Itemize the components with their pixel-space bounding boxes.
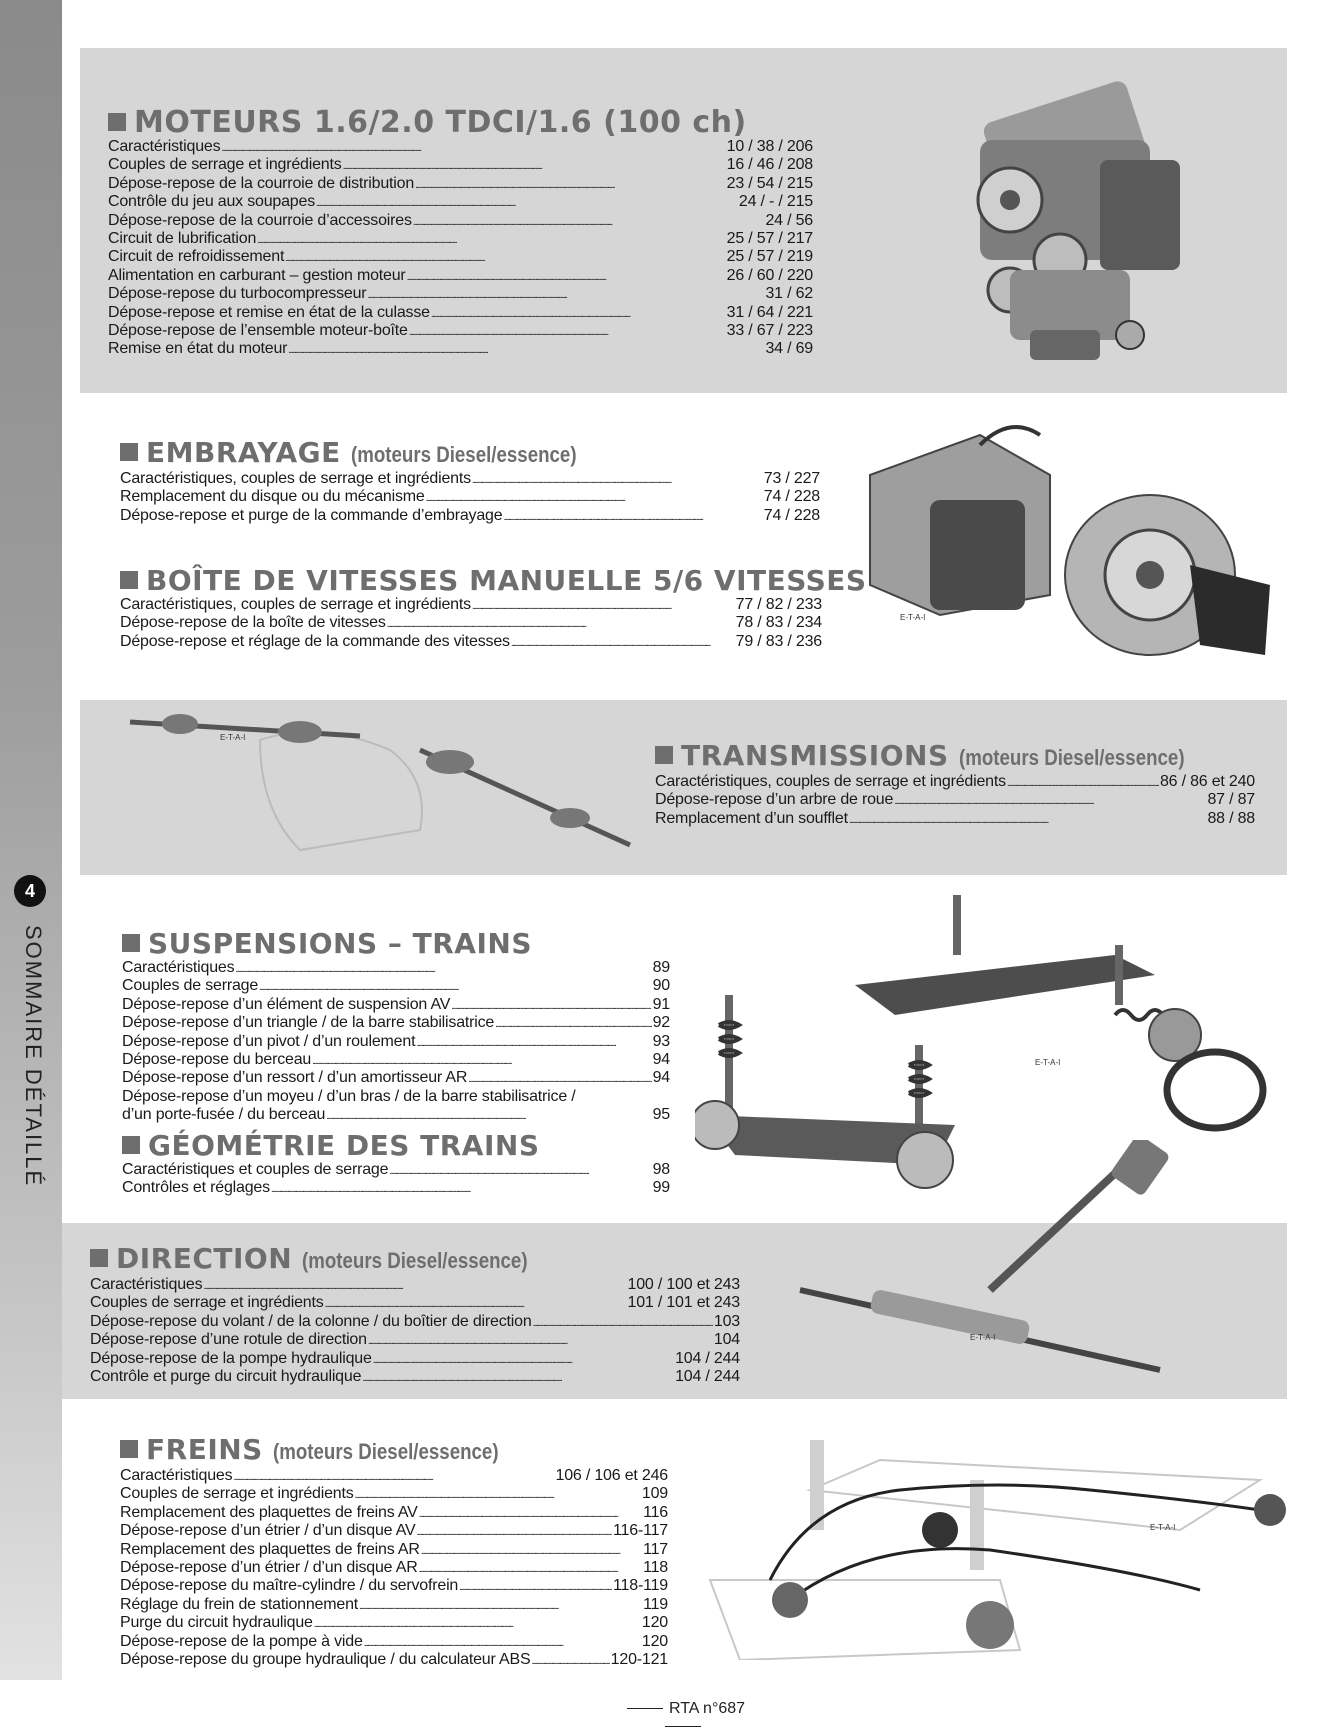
steering-illustration bbox=[790, 1140, 1190, 1390]
toc-entry-page: 31 / 62 bbox=[765, 285, 813, 303]
dot-leader bbox=[531, 1651, 609, 1671]
toc-entry-page: 94 bbox=[652, 1050, 670, 1068]
toc-entry bbox=[122, 1088, 670, 1106]
toc-entry-page: 77 / 82 / 233 bbox=[735, 596, 822, 613]
toc-entry-page: 120 bbox=[641, 1614, 668, 1632]
toc-entry bbox=[120, 633, 822, 651]
dot-leader bbox=[468, 1069, 651, 1089]
toc-list bbox=[122, 1161, 670, 1198]
toc-entry bbox=[120, 1633, 668, 1651]
square-bullet-icon bbox=[120, 443, 138, 461]
toc-entry-label: Caractéristiques bbox=[122, 959, 235, 976]
toc-entry-label: Dépose-repose d’un moyeu / d’un bras / de la barre stabilisatrice / bbox=[122, 1087, 576, 1105]
toc-list bbox=[120, 596, 822, 651]
toc-entry-page: 34 / 69 bbox=[765, 340, 813, 358]
toc-entry-page: 106 / 106 et 246 bbox=[555, 1467, 668, 1484]
toc-entry-label: Circuit de refroidissement bbox=[108, 248, 285, 266]
toc-entry-label: Dépose-repose et remise en état de la culasse bbox=[108, 303, 430, 321]
toc-entry-label: Couples de serrage et ingrédients bbox=[90, 1294, 324, 1312]
toc-entry-page: 104 / 244 bbox=[675, 1367, 740, 1385]
toc-entry-page: 92 bbox=[652, 1014, 670, 1032]
toc-entry bbox=[120, 1596, 668, 1614]
dot-leader bbox=[1007, 773, 1159, 793]
toc-list bbox=[122, 959, 670, 1125]
toc-entry-label: Dépose-repose d’un triangle / de la barre stabilisatrice bbox=[122, 1014, 495, 1032]
watermark-text: E-T-A-I bbox=[1150, 1523, 1176, 1532]
section-title bbox=[90, 1244, 740, 1276]
dot-leader bbox=[415, 175, 726, 195]
toc-entry-page: 118 bbox=[643, 1558, 668, 1576]
dot-leader bbox=[233, 1467, 554, 1487]
toc-entry-page: 99 bbox=[652, 1179, 670, 1197]
toc-entry-label: Remplacement d’un soufflet bbox=[655, 809, 848, 827]
toc-entry-label: Remise en état du moteur bbox=[108, 340, 288, 358]
dot-leader bbox=[451, 996, 651, 1016]
section-title-text: FREINS bbox=[146, 1433, 263, 1466]
toc-entry bbox=[120, 596, 822, 614]
dot-leader bbox=[387, 614, 735, 634]
toc-entry-page: 88 / 88 bbox=[1207, 809, 1255, 827]
toc-entry bbox=[655, 791, 1255, 809]
section-suspensions bbox=[122, 929, 670, 1125]
toc-entry-page: 120 bbox=[641, 1632, 668, 1650]
dot-leader bbox=[259, 977, 652, 997]
dot-leader bbox=[472, 596, 735, 616]
side-strip bbox=[0, 0, 62, 1680]
dot-leader bbox=[426, 488, 763, 508]
toc-entry-page: 119 bbox=[643, 1595, 668, 1613]
toc-entry bbox=[655, 810, 1255, 828]
toc-entry-page: 93 bbox=[652, 1032, 670, 1050]
toc-entry-page: 90 bbox=[652, 977, 670, 995]
section-title-text: MOTEURS 1.6/2.0 TDCI/1.6 (100 ch) bbox=[134, 105, 747, 140]
toc-list bbox=[655, 773, 1255, 828]
toc-entry-label: Caractéristiques, couples de serrage et ingrédients bbox=[655, 773, 1006, 790]
dot-leader bbox=[533, 1313, 713, 1333]
toc-entry-label: Dépose-repose de la pompe à vide bbox=[120, 1632, 363, 1650]
toc-entry bbox=[108, 304, 813, 322]
dot-leader bbox=[511, 633, 735, 653]
toc-entry bbox=[108, 285, 813, 303]
toc-entry-label: Caractéristiques bbox=[108, 138, 221, 155]
toc-entry bbox=[90, 1294, 740, 1312]
toc-entry-page: 74 / 228 bbox=[763, 506, 820, 524]
toc-entry-page: 10 / 38 / 206 bbox=[726, 138, 813, 155]
dot-leader bbox=[359, 1596, 642, 1616]
toc-entry bbox=[120, 1522, 668, 1540]
toc-entry-label: Dépose-repose de l’ensemble moteur-boîte bbox=[108, 321, 408, 339]
toc-entry-label: Dépose-repose et réglage de la commande des vitesses bbox=[120, 632, 510, 650]
toc-entry bbox=[122, 959, 670, 977]
section-boite bbox=[120, 564, 867, 651]
toc-entry-label: Couples de serrage bbox=[122, 977, 259, 995]
gearbox-illustration bbox=[860, 415, 1280, 670]
toc-entry-label: Dépose-repose de la boîte de vitesses bbox=[120, 614, 386, 632]
toc-entry bbox=[122, 1033, 670, 1051]
section-title bbox=[122, 1131, 670, 1161]
toc-entry-label: Caractéristiques et couples de serrage bbox=[122, 1161, 389, 1178]
toc-entry bbox=[108, 175, 813, 193]
toc-entry-page: 73 / 227 bbox=[763, 470, 820, 487]
toc-entry bbox=[120, 1614, 668, 1632]
toc-entry-label: Circuit de lubrification bbox=[108, 229, 257, 247]
toc-entry-label: Remplacement des plaquettes de freins AV bbox=[120, 1503, 418, 1521]
dot-leader bbox=[203, 1276, 626, 1296]
dot-leader bbox=[325, 1294, 627, 1314]
toc-entry-label: Dépose-repose de la pompe hydraulique bbox=[90, 1349, 372, 1367]
driveshaft-illustration bbox=[120, 700, 640, 870]
dot-leader bbox=[503, 507, 762, 527]
toc-entry-page: 100 / 100 et 243 bbox=[627, 1276, 740, 1293]
toc-entry bbox=[120, 1504, 668, 1522]
toc-entry-page: 26 / 60 / 220 bbox=[726, 266, 813, 284]
toc-entry-page: 78 / 83 / 234 bbox=[735, 614, 822, 632]
section-title-text: DIRECTION bbox=[116, 1242, 293, 1275]
section-freins bbox=[120, 1435, 668, 1669]
toc-entry bbox=[120, 507, 820, 525]
section-title bbox=[120, 1435, 668, 1467]
square-bullet-icon bbox=[120, 571, 138, 589]
dot-leader bbox=[373, 1350, 674, 1370]
square-bullet-icon bbox=[122, 1136, 140, 1154]
square-bullet-icon bbox=[122, 934, 140, 952]
toc-entry bbox=[120, 1559, 668, 1577]
toc-entry-page: 95 bbox=[652, 1106, 670, 1124]
toc-entry bbox=[120, 1651, 668, 1669]
toc-entry-page: 79 / 83 / 236 bbox=[735, 632, 822, 650]
toc-entry-label: Contrôle du jeu aux soupapes bbox=[108, 193, 315, 211]
section-transmissions bbox=[655, 741, 1255, 828]
dot-leader bbox=[221, 138, 725, 158]
toc-entry bbox=[108, 193, 813, 211]
toc-entry-page: 104 / 244 bbox=[675, 1349, 740, 1367]
dot-leader bbox=[367, 285, 764, 305]
toc-entry-label: Dépose-repose d’un étrier / d’un disque AV bbox=[120, 1522, 416, 1540]
toc-entry bbox=[120, 488, 820, 506]
toc-entry bbox=[122, 1106, 670, 1124]
toc-entry-label: Couples de serrage et ingrédients bbox=[108, 156, 342, 174]
toc-entry-page: 33 / 67 / 223 bbox=[726, 321, 813, 339]
toc-entry bbox=[90, 1276, 740, 1294]
toc-entry bbox=[108, 340, 813, 358]
toc-entry-label: Purge du circuit hydraulique bbox=[120, 1614, 313, 1632]
toc-list bbox=[90, 1276, 740, 1386]
toc-entry bbox=[122, 1014, 670, 1032]
dot-leader bbox=[355, 1485, 641, 1505]
section-title-text: TRANSMISSIONS bbox=[681, 739, 949, 772]
side-title: SOMMAIRE DÉTAILLÉ bbox=[21, 925, 46, 1188]
dot-leader bbox=[409, 322, 726, 342]
toc-entry-page: 109 bbox=[641, 1485, 668, 1503]
dot-leader bbox=[364, 1633, 641, 1653]
toc-entry-label: Caractéristiques, couples de serrage et ingrédients bbox=[120, 470, 471, 487]
dot-leader bbox=[421, 1541, 642, 1561]
section-title bbox=[120, 564, 867, 597]
toc-entry-page: 87 / 87 bbox=[1207, 791, 1255, 809]
toc-entry-label: Dépose-repose du maître-cylindre / du servofrein bbox=[120, 1577, 459, 1595]
section-geometrie bbox=[122, 1131, 670, 1198]
dot-leader bbox=[343, 156, 726, 176]
toc-entry-page: 16 / 46 / 208 bbox=[726, 156, 813, 174]
dot-leader bbox=[271, 1179, 652, 1199]
section-title bbox=[120, 438, 820, 470]
dot-leader bbox=[849, 810, 1207, 830]
toc-entry-page: 104 bbox=[713, 1331, 740, 1349]
toc-entry bbox=[108, 156, 813, 174]
toc-entry-page: 31 / 64 / 221 bbox=[726, 303, 813, 321]
toc-entry-label: Réglage du frein de stationnement bbox=[120, 1595, 359, 1613]
toc-entry-page: 89 bbox=[652, 959, 670, 976]
toc-entry bbox=[120, 470, 820, 488]
toc-list bbox=[108, 138, 813, 359]
footer-text: RTA n°687 bbox=[668, 1700, 746, 1717]
dot-leader bbox=[472, 470, 763, 490]
toc-entry bbox=[90, 1350, 740, 1368]
brake-circuit-illustration bbox=[700, 1440, 1290, 1660]
engine-illustration bbox=[950, 80, 1200, 370]
toc-list bbox=[120, 470, 820, 525]
dot-leader bbox=[419, 1559, 643, 1579]
toc-entry-label: Dépose-repose du volant / de la colonne / du boîtier de direction bbox=[90, 1312, 532, 1330]
toc-entry-page: 24 / 56 bbox=[765, 211, 813, 229]
toc-entry-label: Remplacement des plaquettes de freins AR bbox=[120, 1540, 420, 1558]
toc-entry-page: 116 bbox=[643, 1503, 668, 1521]
dot-leader bbox=[389, 1161, 651, 1181]
dot-leader bbox=[413, 212, 765, 232]
toc-entry-page: 25 / 57 / 219 bbox=[726, 248, 813, 266]
toc-entry bbox=[90, 1368, 740, 1386]
toc-entry bbox=[108, 212, 813, 230]
square-bullet-icon bbox=[120, 1440, 138, 1458]
toc-entry-page: 74 / 228 bbox=[763, 488, 820, 506]
dot-leader bbox=[314, 1614, 641, 1634]
section-embrayage bbox=[120, 438, 820, 525]
toc-entry-page: 24 / - / 215 bbox=[738, 193, 813, 211]
toc-entry-label: Couples de serrage et ingrédients bbox=[120, 1485, 354, 1503]
toc-entry bbox=[120, 1577, 668, 1595]
toc-entry-label: Caractéristiques bbox=[90, 1276, 203, 1293]
toc-entry bbox=[122, 977, 670, 995]
toc-entry bbox=[108, 248, 813, 266]
section-title-text: SUSPENSIONS – TRAINS bbox=[148, 927, 532, 960]
dot-leader bbox=[459, 1577, 612, 1597]
toc-entry-label: Caractéristiques bbox=[120, 1467, 233, 1484]
dot-leader bbox=[419, 1504, 642, 1524]
toc-entry bbox=[120, 1467, 668, 1485]
toc-entry-label: Remplacement du disque ou du mécanisme bbox=[120, 488, 425, 506]
section-title-text: EMBRAYAGE bbox=[146, 436, 341, 469]
section-subtitle: (moteurs Diesel/essence) bbox=[351, 442, 577, 467]
watermark-text: E-T-A-I bbox=[970, 1333, 996, 1342]
dot-leader bbox=[368, 1331, 713, 1351]
dot-leader bbox=[416, 1033, 651, 1053]
section-moteurs bbox=[108, 105, 813, 359]
section-direction bbox=[90, 1244, 740, 1386]
toc-entry-page: 118-119 bbox=[613, 1577, 668, 1595]
toc-entry-page: 116-117 bbox=[613, 1522, 668, 1540]
toc-entry bbox=[108, 138, 813, 156]
toc-entry bbox=[108, 230, 813, 248]
toc-entry bbox=[122, 1161, 670, 1179]
dot-leader bbox=[407, 267, 726, 287]
square-bullet-icon bbox=[655, 746, 673, 764]
dot-leader bbox=[362, 1368, 674, 1388]
toc-entry bbox=[90, 1313, 740, 1331]
toc-entry-page: 98 bbox=[652, 1161, 670, 1178]
section-subtitle: (moteurs Diesel/essence) bbox=[958, 745, 1185, 770]
toc-entry bbox=[120, 1485, 668, 1503]
toc-entry-label: Dépose-repose du turbocompresseur bbox=[108, 285, 367, 303]
toc-entry-label: Dépose-repose d’un étrier / d’un disque AR bbox=[120, 1558, 418, 1576]
section-subtitle: (moteurs Diesel/essence) bbox=[273, 1439, 499, 1464]
toc-entry bbox=[90, 1331, 740, 1349]
square-bullet-icon bbox=[108, 113, 126, 131]
toc-entry-label: Dépose-repose d’un élément de suspension AV bbox=[122, 995, 451, 1013]
toc-entry-label: Dépose-repose de la courroie de distribution bbox=[108, 174, 415, 192]
toc-entry-page: 117 bbox=[643, 1540, 668, 1558]
dot-leader bbox=[312, 1051, 651, 1071]
dot-leader bbox=[894, 791, 1206, 811]
toc-entry bbox=[655, 773, 1255, 791]
toc-entry bbox=[120, 614, 822, 632]
dot-leader bbox=[257, 230, 725, 250]
toc-entry bbox=[120, 1541, 668, 1559]
toc-entry-page: 86 / 86 et 240 bbox=[1159, 773, 1255, 790]
section-title-text: GÉOMÉTRIE DES TRAINS bbox=[148, 1129, 540, 1162]
toc-entry bbox=[108, 322, 813, 340]
watermark-text: E-T-A-I bbox=[900, 613, 926, 622]
toc-entry-label: Caractéristiques, couples de serrage et ingrédients bbox=[120, 596, 471, 613]
toc-entry-label: Alimentation en carburant – gestion moteur bbox=[108, 266, 406, 284]
toc-entry-label: Dépose-repose d’un ressort / d’un amortisseur AR bbox=[122, 1069, 468, 1087]
toc-entry-label: d’un porte-fusée / du berceau bbox=[122, 1106, 326, 1124]
toc-entry-label: Dépose-repose d’un pivot / d’un roulement bbox=[122, 1032, 416, 1050]
toc-entry-label: Dépose-repose d’un arbre de roue bbox=[655, 791, 894, 809]
watermark-text: E-T-A-I bbox=[220, 733, 246, 742]
toc-entry-page: 103 bbox=[713, 1312, 740, 1330]
dot-leader bbox=[417, 1522, 613, 1542]
toc-entry bbox=[108, 267, 813, 285]
dot-leader bbox=[326, 1106, 651, 1126]
toc-entry bbox=[122, 996, 670, 1014]
toc-entry-label: Contrôles et réglages bbox=[122, 1179, 270, 1197]
toc-entry-label: Dépose-repose du berceau bbox=[122, 1050, 312, 1068]
footer-reference bbox=[598, 1700, 768, 1736]
dot-leader bbox=[288, 340, 764, 360]
toc-entry-page: 23 / 54 / 215 bbox=[726, 174, 813, 192]
watermark-text: E-T-A-I bbox=[1035, 1058, 1061, 1067]
section-title-text: BOÎTE DE VITESSES MANUELLE 5/6 VITESSES bbox=[146, 564, 867, 597]
square-bullet-icon bbox=[90, 1249, 108, 1267]
toc-entry-page: 94 bbox=[652, 1069, 670, 1087]
toc-entry-label: Dépose-repose d’une rotule de direction bbox=[90, 1331, 367, 1349]
toc-entry bbox=[122, 1051, 670, 1069]
dot-leader bbox=[316, 193, 738, 213]
dot-leader bbox=[495, 1014, 651, 1034]
toc-entry-page: 91 bbox=[652, 995, 670, 1013]
section-title bbox=[122, 929, 670, 959]
section-subtitle: (moteurs Diesel/essence) bbox=[302, 1248, 528, 1273]
page-number-badge: 4 bbox=[14, 875, 46, 907]
toc-entry bbox=[122, 1069, 670, 1087]
toc-list bbox=[120, 1467, 668, 1669]
toc-entry bbox=[122, 1179, 670, 1197]
toc-entry-page: 101 / 101 et 243 bbox=[627, 1294, 740, 1312]
toc-entry-label: Dépose-repose et purge de la commande d’embrayage bbox=[120, 506, 503, 524]
toc-entry-label: Contrôle et purge du circuit hydraulique bbox=[90, 1367, 362, 1385]
section-title bbox=[108, 105, 813, 140]
dot-leader bbox=[285, 248, 725, 268]
dot-leader bbox=[431, 304, 726, 324]
toc-entry-label: Dépose-repose de la courroie d’accessoires bbox=[108, 211, 412, 229]
toc-entry-page: 25 / 57 / 217 bbox=[726, 229, 813, 247]
dot-leader bbox=[235, 959, 651, 979]
toc-entry-label: Dépose-repose du groupe hydraulique / du calculateur ABS bbox=[120, 1650, 531, 1668]
toc-entry-page: 120-121 bbox=[610, 1650, 668, 1668]
section-title bbox=[655, 741, 1255, 773]
